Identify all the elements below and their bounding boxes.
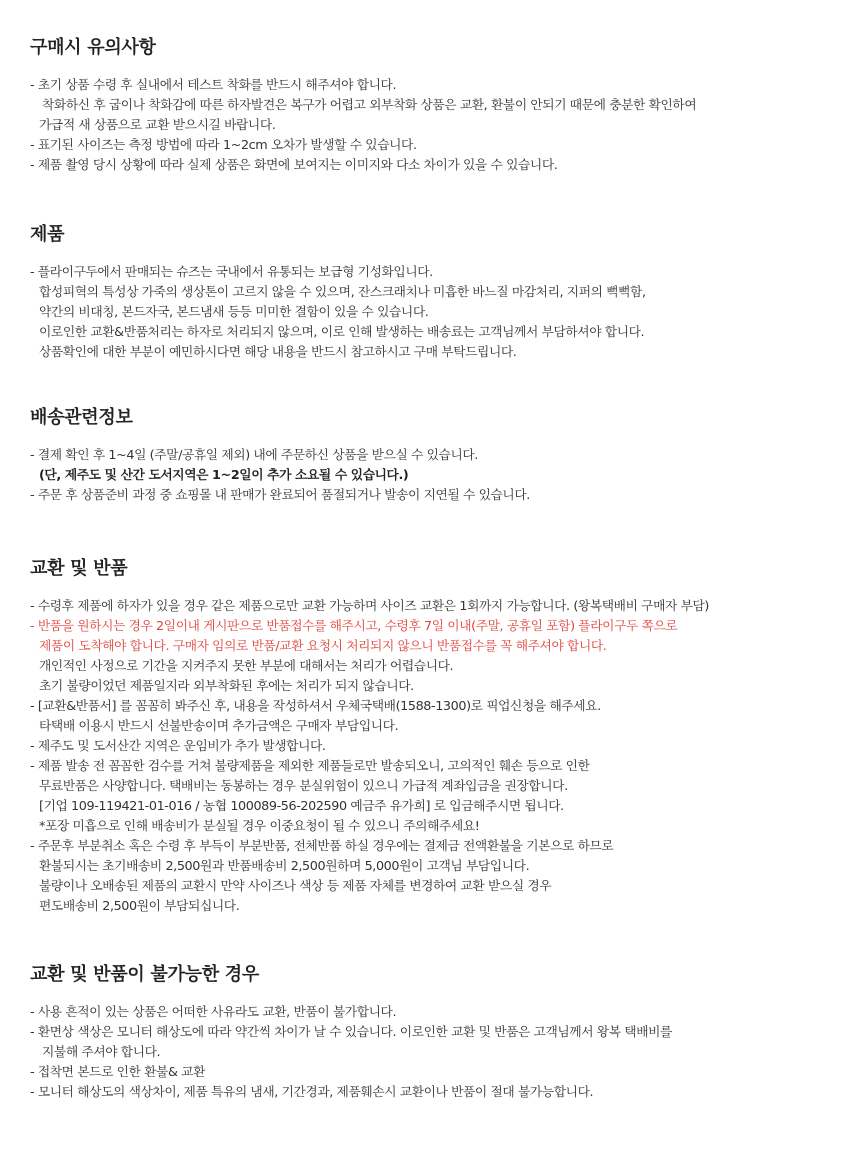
notice-line: - 접착면 본드로 인한 환불& 교환: [30, 1065, 206, 1080]
section-non-returnable: [30, 963, 850, 1103]
notice-line: - 사용 흔적이 있는 상품은 어떠한 사유라도 교환, 반품이 불가합니다.: [30, 1005, 397, 1020]
section-title: 배송관련정보: [30, 407, 133, 428]
notice-line-account: [기업 109-119421-01-016 / 농협 100089-56-202590 예금주 유가희] 로 입금해주시면 됩니다.: [39, 799, 564, 814]
notice-line: 이로인한 교환&반품처리는 하자로 처리되지 않으며, 이로 인해 발생하는 배송료는 고객님께서 부담하셔야 합니다.: [39, 325, 645, 340]
section-title: 교환 및 반품: [30, 558, 128, 579]
notice-line: 편도배송비 2,500원이 부담되십니다.: [39, 899, 240, 914]
notice-line: 합성피혁의 특성상 가죽의 생상톤이 고르지 않을 수 있으며, 잔스크래치나 미흡한 바느질 마감처리, 지퍼의 뻑뻑함,: [39, 285, 646, 300]
notice-line: - 수령후 제품에 하자가 있을 경우 같은 제품으로만 교환 가능하며 사이즈 교환은 1회까지 가능합니다. (왕복택배비 구매자 부담): [30, 599, 709, 614]
notice-line: 무료반품은 사양합니다. 택배비는 동봉하는 경우 분실위험이 있으니 가급적 계좌입금을 권장합니다.: [39, 779, 568, 794]
notice-line: - 제품 발송 전 꼼꼼한 검수를 거쳐 불량제품을 제외한 제품들로만 발송되오니, 고의적인 훼손 등으로 인한: [30, 759, 590, 774]
notice-line: 개인적인 사정으로 기간을 지켜주지 못한 부분에 대해서는 처리가 어렵습니다.: [39, 659, 454, 674]
section-lines: [30, 446, 850, 506]
notice-line: - 주문 후 상품준비 과정 중 쇼핑몰 내 판매가 완료되어 품절되거나 발송이 지연될 수 있습니다.: [30, 488, 530, 503]
notice-line: 착화하신 후 굽이나 착화감에 따른 하자발견은 복구가 어렵고 외부착화 상품은 교환, 환불이 안되기 때문에 충분한 확인하여: [42, 98, 697, 113]
notice-line: *포장 미흡으로 인해 배송비가 분실될 경우 이중요청이 될 수 있으니 주의해주세요!: [39, 819, 480, 834]
section-title: 구매시 유의사항: [30, 37, 156, 58]
notice-line: - 결제 확인 후 1~4일 (주말/공휴일 제외) 내에 주문하신 상품을 받으실 수 있습니다.: [30, 448, 478, 463]
section-exchange-return: [30, 557, 850, 917]
notice-line-emphasis: (단, 제주도 및 산간 도서지역은 1~2일이 추가 소요될 수 있습니다.): [39, 468, 409, 483]
notice-line: 불량이나 오배송된 제품의 교환시 만약 사이즈나 색상 등 제품 자체를 변경하여 교환 받으실 경우: [39, 879, 552, 894]
section-title: 교환 및 반품이 불가능한 경우: [30, 964, 259, 985]
notice-line: - 플라이구두에서 판매되는 슈즈는 국내에서 유통되는 보급형 기성화입니다.: [30, 265, 433, 280]
section-lines: [30, 597, 850, 917]
section-lines: [30, 76, 850, 176]
notice-line: 가급적 새 상품으로 교환 받으시길 바랍니다.: [39, 118, 276, 133]
section-lines: [30, 263, 850, 363]
notice-line: - 모니터 해상도의 색상차이, 제품 특유의 냄새, 기간경과, 제품훼손시 교환이나 반품이 절대 불가능합니다.: [30, 1085, 594, 1100]
notice-line: - 초기 상품 수령 후 실내에서 테스트 착화를 반드시 해주셔야 합니다.: [30, 78, 397, 93]
notice-line: 타택배 이용시 반드시 선불반송이며 추가금액은 구매자 부담입니다.: [39, 719, 399, 734]
notice-line-warning: 제품이 도착해야 합니다. 구매자 임의로 반품/교환 요청시 처리되지 않으니 반품접수를 꼭 해주셔야 합니다.: [39, 639, 607, 654]
notice-line: 환불되시는 초기배송비 2,500원과 반품배송비 2,500원하며 5,000원이 고객님 부담입니다.: [39, 859, 530, 874]
section-purchase-notes: [30, 36, 850, 176]
section-title: 제품: [30, 224, 65, 245]
section-product: [30, 223, 850, 363]
notice-line: 약간의 비대칭, 본드자국, 본드냄새 등등 미미한 결함이 있을 수 있습니다.: [39, 305, 429, 320]
notice-line: - 제주도 및 도서산간 지역은 운임비가 추가 발생합니다.: [30, 739, 326, 754]
notice-line: - 표기된 사이즈는 측정 방법에 따라 1~2cm 오차가 발생할 수 있습니다.: [30, 138, 417, 153]
notice-line: 지불해 주셔야 합니다.: [42, 1045, 161, 1060]
notice-line: - 환면상 색상은 모니터 해상도에 따라 약간씩 차이가 날 수 있습니다. 이로인한 교환 및 반품은 고객님께서 왕복 택배비를: [30, 1025, 672, 1040]
notice-line: - 제품 촬영 당시 상황에 따라 실제 상품은 화면에 보여지는 이미지와 다소 차이가 있을 수 있습니다.: [30, 158, 558, 173]
notice-line: - [교환&반품서] 를 꼼꼼히 봐주신 후, 내용을 작성하셔서 우체국택배(1588-1300)로 픽업신청을 해주세요.: [30, 699, 601, 714]
section-shipping-info: [30, 406, 850, 506]
section-lines: [30, 1003, 850, 1103]
notice-line: 초기 불량이었던 제품일지라 외부착화된 후에는 처리가 되지 않습니다.: [39, 679, 414, 694]
notice-line-warning: - 반품을 원하시는 경우 2일이내 게시판으로 반품접수를 해주시고, 수령후 7일 이내(주말, 공휴일 포함) 플라이구두 쪽으로: [30, 619, 678, 634]
notice-line: - 주문후 부분취소 혹은 수령 후 부득이 부분반품, 전체반품 하실 경우에는 결제금 전액환불을 기본으로 하므로: [30, 839, 614, 854]
notice-line: 상품확인에 대한 부분이 예민하시다면 해당 내용을 반드시 참고하시고 구매 부탁드립니다.: [39, 345, 517, 360]
